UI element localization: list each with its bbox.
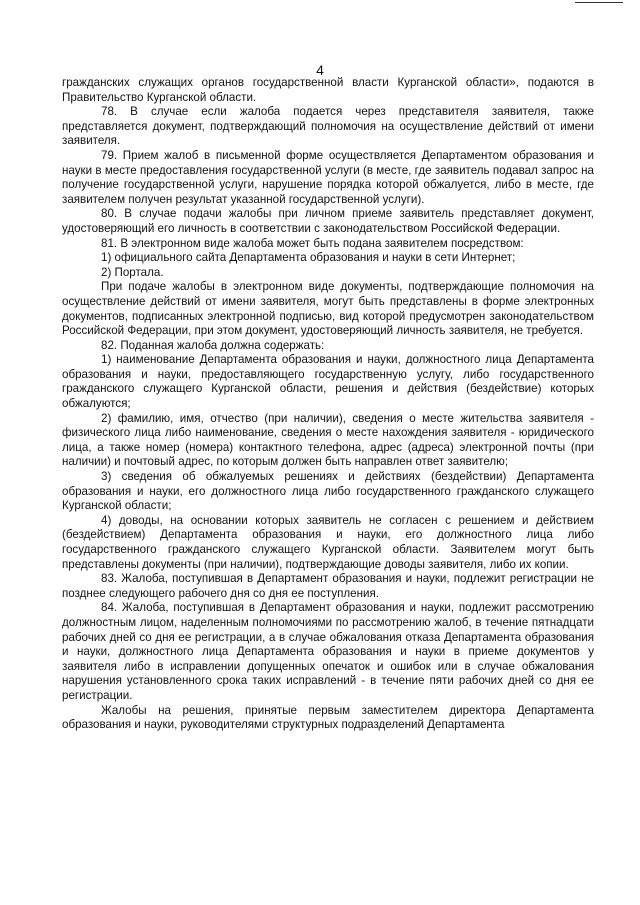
paragraph: 82. Поданная жалоба должна содержать: (101, 338, 325, 352)
paragraph: гражданских служащих органов государственной власти Курганской области», подаются в Правительство Курганской области. (62, 76, 594, 104)
paragraph: Жалобы на решения, принятые первым заместителем директора Департамента образования и науки, руководителями структурных подразделений Департамента (62, 703, 594, 732)
document-body (62, 76, 594, 733)
header-rule (575, 2, 623, 3)
paragraph: 2) фамилию, имя, отчество (при наличии), сведения о месте жительства заявителя - физического лица либо наименование, сведения о месте нахождения заявителя - юридического лица, а также номер (номера) контактного телефона, адрес (адреса) электронной почты (при наличии) и почтовый адрес, по которым должен быть направлен ответ заявителю; (62, 411, 594, 469)
paragraph: 84. Жалоба, поступившая в Департамент образования и науки, подлежит рассмотрению должностным лицом, наделенным полномочиями по рассмотрению жалоб, в течение пятнадцати рабочих дней со дня ее регистрации, а в случае обжалования отказа Департамента образования и науки, должностного лица Департамента образования и науки в приеме документов у заявителя либо в исправлении допущенных опечаток и ошибок или в случае обжалования нарушения установленного срока таких исправлений - в течение пяти рабочих дней со дня ее регистрации. (62, 601, 594, 702)
paragraph: 80. В случае подачи жалобы при личном приеме заявитель представляет документ, удостоверяющий его личность в соответствии с законодательством Российской Федерации. (62, 207, 594, 235)
paragraph: 81. В электронном виде жалоба может быть подана заявителем посредством: (101, 236, 524, 250)
paragraph: 3) сведения об обжалуемых решениях и действиях (бездействии) Департамента образования и науки, его должностного лица либо государственного гражданского служащего Курганской области; (62, 470, 594, 513)
paragraph: 1) наименование Департамента образования и науки, должностного лица Департамента образования и науки, предоставляющего государственную услугу, либо государственного гражданского служащего Курганской области, решения и действия (бездействие) которых обжалуются; (62, 353, 594, 411)
page-number: 4 (316, 62, 324, 78)
paragraph: 4) доводы, на основании которых заявитель не согласен с решением и действием (бездействием) Департамента образования и науки, его должностного лица либо государственного гражданского служащего Курганской области. Заявителем могут быть представлены документы (при наличии), подтверждающие доводы заявителя, либо их копии. (62, 513, 594, 571)
paragraph: При подаче жалобы в электронном виде документы, подтверждающие полномочия на осуществление действий от имени заявителя, могут быть представлены в форме электронных документов, подписанных электронной подписью, вид которой предусмотрен законодательством Российской Федерации, при этом документ, удостоверяющий личность заявителя, не требуется. (62, 280, 594, 338)
paragraph: 2) Портала. (101, 265, 164, 279)
paragraph: 1) официального сайта Департамента образования и науки в сети Интернет; (101, 251, 516, 265)
paragraph: 83. Жалоба, поступившая в Департамент образования и науки, подлежит регистрации не позднее следующего рабочего дня со дня ее поступления. (62, 572, 594, 600)
paragraph: 78. В случае если жалоба подается через представителя заявителя, также представляется документ, подтверждающий полномочия на осуществление действий от имени заявителя. (62, 105, 594, 148)
paragraph: 79. Прием жалоб в письменной форме осуществляется Департаментом образования и науки в месте предоставления государственной услуги (в месте, где заявитель подавал запрос на получение государственной услуги, нарушение порядка которой обжалуется, либо в месте, где заявителем получен результат указанной государственной услуги). (62, 148, 594, 206)
